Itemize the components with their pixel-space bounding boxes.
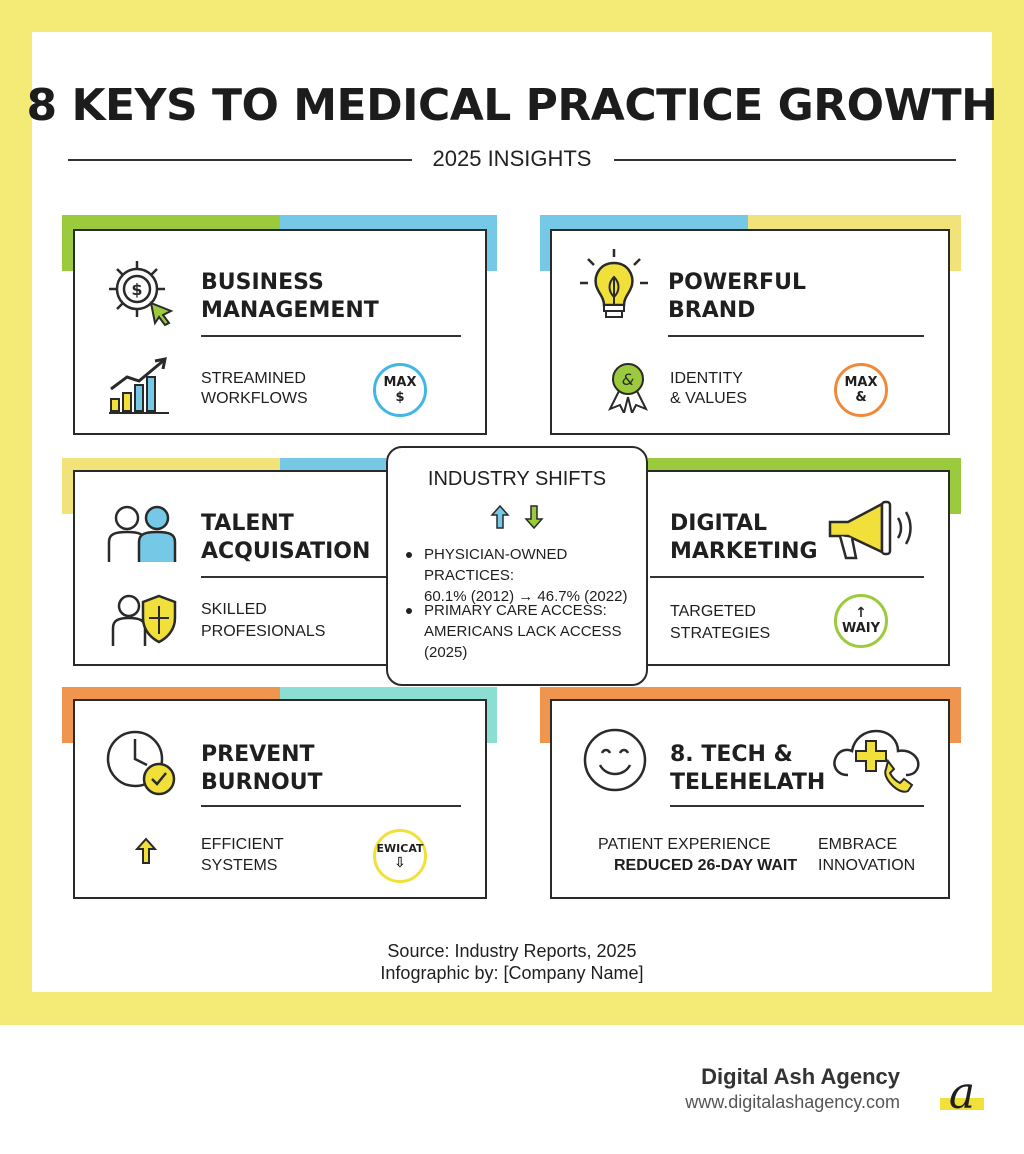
industry-shifts-title: INDUSTRY SHIFTS <box>427 468 607 490</box>
person-shield-icon <box>109 592 181 648</box>
badge-line1: MAX <box>844 375 878 390</box>
card-heading-line2: BURNOUT <box>201 770 323 795</box>
source-line: Source: Industry Reports, 2025 <box>387 941 637 961</box>
card-prevent-burnout <box>73 699 487 899</box>
logo-letter: a <box>948 1068 976 1116</box>
page-title: 8 KEYS TO MEDICAL PRACTICE GROWTH <box>26 80 998 131</box>
card-heading-line1: DIGITAL <box>670 511 768 536</box>
badge-line2: & <box>855 390 867 405</box>
card-divider <box>201 805 461 807</box>
card-text-line4: INNOVATION <box>818 857 916 874</box>
card-powerful-brand <box>550 229 950 435</box>
lightbulb-icon <box>578 247 650 327</box>
badge-line1: MAX <box>383 375 417 390</box>
card-business-management <box>73 229 487 435</box>
agency-name: Digital Ash Agency <box>701 1064 900 1089</box>
bullet-line3: (2025) <box>424 644 468 661</box>
card-heading-line2: MANAGEMENT <box>201 298 379 323</box>
card-text-line2: & VALUES <box>670 390 748 407</box>
clock-check-icon <box>105 727 179 799</box>
card-text-line1: STREAMINED <box>201 370 306 387</box>
card-text-line1: PATIENT EXPERIENCE <box>598 836 771 853</box>
gear-dollar-icon <box>103 255 175 327</box>
badge-line1: WAIY <box>841 621 881 636</box>
credit-line: Infographic by: [Company Name] <box>380 963 644 983</box>
waiy-badge <box>834 594 888 648</box>
card-text-line1: IDENTITY <box>670 370 743 387</box>
smiley-icon <box>582 727 648 793</box>
card-heading-line1: 8. TECH & <box>670 742 793 767</box>
card-text-line3: EMBRACE <box>818 836 898 853</box>
industry-shifts-box <box>386 446 648 686</box>
subtitle: 2025 INSIGHTS <box>432 146 592 171</box>
svg-text:&: & <box>621 370 635 389</box>
bullet-line2: AMERICANS LACK ACCESS <box>424 623 622 640</box>
svg-text:$: $ <box>131 280 143 299</box>
badge-line2: $ <box>395 390 405 405</box>
card-heading-line2: TELEHELATH <box>670 770 826 795</box>
card-text-line1: TARGETED <box>670 603 756 620</box>
card-text-line2: WORKFLOWS <box>201 390 308 407</box>
award-ribbon-icon <box>606 361 650 413</box>
bullet-dot <box>406 608 412 614</box>
card-heading-line1: PREVENT <box>201 742 315 767</box>
max-dollar-badge <box>373 363 427 417</box>
bullet-line2: 60.1% (2012) → 46.7% (2022) <box>424 588 628 605</box>
subtitle-rule-right <box>614 159 956 161</box>
card-heading-line1: POWERFUL <box>668 270 806 295</box>
card-text-line2: SYSTEMS <box>201 857 278 874</box>
ewicat-badge <box>373 829 427 883</box>
up-arrow-icon <box>135 837 157 865</box>
card-text-line2: STRATEGIES <box>670 625 771 642</box>
card-digital-marketing <box>634 470 950 666</box>
card-divider <box>670 805 924 807</box>
source-credit <box>0 940 1024 984</box>
card-divider <box>201 335 461 337</box>
card-heading-line1: TALENT <box>201 511 294 536</box>
card-heading-line2: ACQUISATION <box>201 539 371 564</box>
shift-bullet-physician <box>406 544 642 607</box>
down-arrow-icon: ⇩ <box>394 855 406 871</box>
card-text-line2: REDUCED 26-DAY WAIT <box>614 857 798 874</box>
shift-bullet-primary-care <box>406 600 642 663</box>
people-icon <box>105 502 179 564</box>
max-ampersand-badge <box>834 363 888 417</box>
up-down-arrows-icon <box>388 504 650 532</box>
agency-url[interactable]: www.digitalashagency.com <box>685 1092 900 1112</box>
growth-chart-icon <box>105 355 173 415</box>
card-divider <box>668 335 924 337</box>
card-heading-line1: BUSINESS <box>201 270 324 295</box>
bullet-line1: PRIMARY CARE ACCESS: <box>424 602 607 619</box>
megaphone-icon <box>826 498 918 564</box>
card-text-line1: SKILLED <box>201 601 267 618</box>
agency-footer <box>685 1064 900 1113</box>
agency-logo <box>938 1068 986 1116</box>
card-talent-acquisation <box>73 470 403 666</box>
card-heading-line2: BRAND <box>668 298 756 323</box>
card-tech-telehealth <box>550 699 950 899</box>
up-arrow-icon: ↑ <box>855 605 867 621</box>
bullet-line1: PHYSICIAN-OWNED PRACTICES: <box>424 546 568 584</box>
card-text-line1: EFFICIENT <box>201 836 284 853</box>
subtitle-row <box>68 146 956 172</box>
cloud-medical-phone-icon <box>828 721 924 797</box>
card-divider <box>650 576 924 578</box>
card-heading-line2: MARKETING <box>670 539 818 564</box>
card-divider <box>201 576 405 578</box>
card-text-line2: PROFESIONALS <box>201 623 326 640</box>
bullet-dot <box>406 552 412 558</box>
badge-line1: EWICAT <box>376 842 424 855</box>
shift-arrows <box>388 504 646 532</box>
